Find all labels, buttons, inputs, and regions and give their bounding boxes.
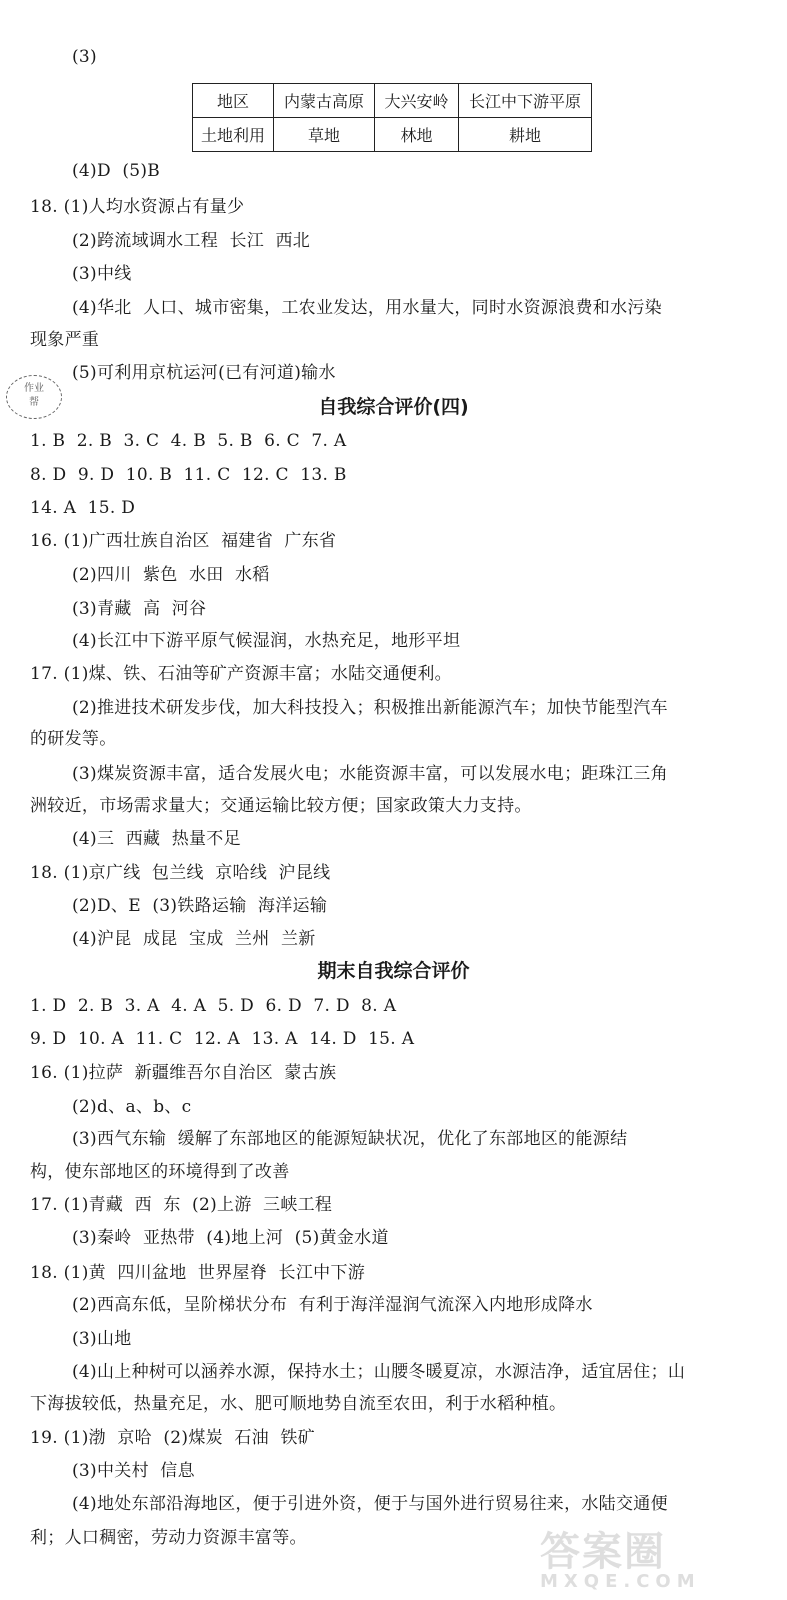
answer-line: 18. (1)京广线 包兰线 京哈线 沪昆线 bbox=[30, 863, 331, 883]
table-cell: 地区 bbox=[193, 84, 274, 118]
answer-line: (4)沪昆 成昆 宝成 兰州 兰新 bbox=[72, 929, 316, 949]
answer-line: (5)可利用京杭运河(已有河道)输水 bbox=[72, 363, 336, 383]
answer-line: 18. (1)黄 四川盆地 世界屋脊 长江中下游 bbox=[30, 1263, 366, 1283]
answer-line: 19. (1)渤 京哈 (2)煤炭 石油 铁矿 bbox=[30, 1428, 315, 1448]
answer-line: (3)山地 bbox=[72, 1329, 132, 1349]
answer-line: 的研发等。 bbox=[30, 729, 117, 749]
answer-line: 16. (1)广西壮族自治区 福建省 广东省 bbox=[30, 531, 337, 551]
stamp-text: 作业 bbox=[24, 383, 44, 394]
stamp-text: 帮 bbox=[29, 397, 39, 408]
answer-line: (4)地处东部沿海地区，便于引进外资，便于与国外进行贸易往来，水陆交通便 bbox=[72, 1494, 668, 1514]
answer-line: 1. D 2. B 3. A 4. A 5. D 6. D 7. D 8. A bbox=[30, 996, 397, 1016]
table-cell: 土地利用 bbox=[193, 118, 274, 152]
answer-line: (4)山上种树可以涵养水源，保持水土；山腰冬暖夏凉，水源洁净，适宜居住；山 bbox=[72, 1362, 686, 1382]
table-cell: 草地 bbox=[274, 118, 375, 152]
answer-line: (3)西气东输 缓解了东部地区的能源短缺状况，优化了东部地区的能源结 bbox=[72, 1129, 628, 1149]
answer-line: (2)四川 紫色 水田 水稻 bbox=[72, 565, 270, 585]
land-use-table bbox=[192, 83, 592, 152]
answer-line: 16. (1)拉萨 新疆维吾尔自治区 蒙古族 bbox=[30, 1063, 337, 1083]
table-cell: 耕地 bbox=[459, 118, 592, 152]
answer-line: (4)华北 人口、城市密集，工农业发达，用水量大，同时水资源浪费和水污染 bbox=[72, 298, 662, 318]
answer-line: 构，使东部地区的环境得到了改善 bbox=[30, 1162, 290, 1182]
answer-line: 8. D 9. D 10. B 11. C 12. C 13. B bbox=[30, 465, 347, 485]
answer-line: (2)西高东低，呈阶梯状分布 有利于海洋湿润气流深入内地形成降水 bbox=[72, 1295, 593, 1315]
answer-line: (3)中线 bbox=[72, 264, 132, 284]
table-header-row bbox=[193, 84, 592, 118]
answer-line: (2)d、a、b、c bbox=[72, 1097, 192, 1117]
answer-line: 18. (1)人均水资源占有量少 bbox=[30, 197, 245, 217]
answer-line: (3)煤炭资源丰富，适合发展火电；水能资源丰富，可以发展水电；距珠江三角 bbox=[72, 764, 668, 784]
answer-line: 下海拔较低，热量充足，水、肥可顺地势自流至农田，利于水稻种植。 bbox=[30, 1394, 567, 1414]
watermark-text: 答案圈 bbox=[540, 1529, 666, 1575]
answer-line: (4)长江中下游平原气候湿润，水热充足，地形平坦 bbox=[72, 631, 461, 651]
section-title-4: 自我综合评价(四) bbox=[318, 396, 469, 418]
answer-line: (2)推进技术研发步伐，加大科技投入；积极推出新能源汽车；加快节能型汽车 bbox=[72, 698, 668, 718]
section-title-final: 期末自我综合评价 bbox=[317, 960, 470, 982]
answer-line: 1. B 2. B 3. C 4. B 5. B 6. C 7. A bbox=[30, 431, 347, 451]
answer-line: 17. (1)煤、铁、石油等矿产资源丰富；水陆交通便利。 bbox=[30, 664, 452, 684]
answer-line: 洲较近，市场需求量大；交通运输比较方便；国家政策大力支持。 bbox=[30, 796, 532, 816]
answer-line: (2)跨流域调水工程 长江 西北 bbox=[72, 231, 311, 251]
table-cell: 林地 bbox=[375, 118, 459, 152]
table-cell: 大兴安岭 bbox=[375, 84, 459, 118]
answer-line: 现象严重 bbox=[30, 330, 100, 350]
answer-line: (3)青藏 高 河谷 bbox=[72, 599, 207, 619]
table-cell: 内蒙古高原 bbox=[274, 84, 375, 118]
answer-line: 9. D 10. A 11. C 12. A 13. A 14. D 15. A bbox=[30, 1029, 415, 1049]
answer-line: (3)中关村 信息 bbox=[72, 1461, 195, 1481]
answer-line: (4)三 西藏 热量不足 bbox=[72, 829, 241, 849]
table-row bbox=[193, 118, 592, 152]
answer-line: (3)秦岭 亚热带 (4)地上河 (5)黄金水道 bbox=[72, 1228, 389, 1248]
answer-line: 14. A 15. D bbox=[30, 498, 136, 518]
answer-line: (4)D (5)B bbox=[72, 161, 161, 181]
item-3-label: (3) bbox=[72, 47, 97, 67]
table-cell: 长江中下游平原 bbox=[459, 84, 592, 118]
site-watermark bbox=[540, 1520, 701, 1592]
answer-line: 利；人口稠密，劳动力资源丰富等。 bbox=[30, 1528, 307, 1548]
watermark-url: MXQE.COM bbox=[540, 1571, 701, 1592]
answer-line: 17. (1)青藏 西 东 (2)上游 三峡工程 bbox=[30, 1195, 333, 1215]
answer-line: (2)D、E (3)铁路运输 海洋运输 bbox=[72, 896, 328, 916]
